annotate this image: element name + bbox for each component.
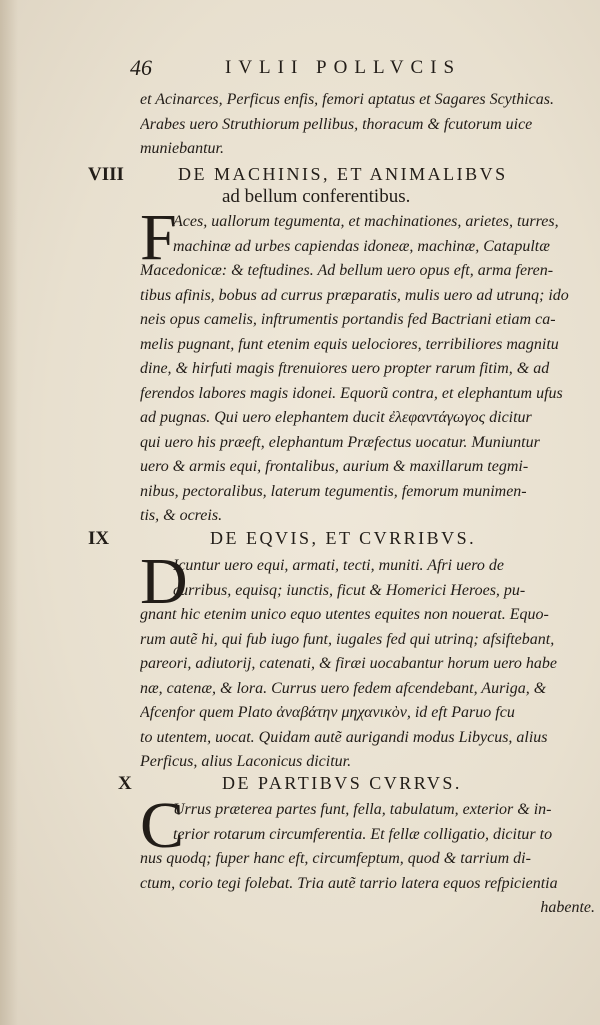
drop-cap-D: D: [140, 545, 188, 618]
text-line: et Acinarces, Perficus enfis, femori aptatus et Sagares Scythicas.: [140, 91, 554, 108]
text-line: ad pugnas. Qui uero elephantem ducit ἐλεφαντάγωγος dicitur: [140, 409, 532, 426]
text-line: rum autẽ hi, qui fub iugo funt, iugales fed qui utrinq; afsiftebant,: [140, 630, 555, 648]
text-line: Arabes uero Struthiorum pellibus, thoracum & fcutorum uice: [140, 115, 533, 133]
text-line: muniebantur.: [140, 140, 224, 157]
text-line: neis opus camelis, inftrumentis portandis fed Bactriani etiam ca-: [140, 311, 556, 328]
text-line: tis, & ocreis.: [140, 507, 223, 524]
text-line: machinæ ad urbes capiendas idoneæ, machinæ, Catapultæ: [173, 237, 550, 255]
text-line: Aces, uallorum tegumenta, et machinationes, arietes, turres,: [173, 213, 559, 230]
section-marker-10: X: [118, 773, 132, 794]
text-line: qui uero his præeft, elephantum Præfectus uocatur. Muniuntur: [140, 433, 540, 451]
text-line: habente.: [540, 899, 595, 916]
running-head: IVLII POLLVCIS: [225, 57, 462, 78]
text-line: gnant hic etenim unico equo utentes equites non nouerat. Equo-: [140, 606, 549, 623]
section-heading-10: DE PARTIBVS CVRRVS.: [222, 773, 462, 793]
text-line: ferendos labores magis idonei. Equorũ contra, et elephantum ufus: [140, 384, 563, 402]
drop-cap-F: F: [140, 201, 177, 274]
intro-paragraph: [140, 88, 595, 162]
text-line: Urrus præterea partes funt, fella, tabulatum, exterior & in-: [173, 801, 552, 818]
text-line: dine, & hirfuti magis ftrenuiores uero propter rarum fitim, & ad: [140, 360, 550, 377]
text-line: Icuntur uero equi, armati, tecti, muniti. Afri uero de: [173, 557, 504, 574]
text-line: næ, catenæ, & lora. Currus uero fedem afcendebant, Auriga, &: [140, 679, 547, 697]
section-heading-9: DE EQVIS, ET CVRRIBVS.: [210, 528, 477, 548]
text-line: Macedonicæ: & teftudines. Ad bellum uero opus eft, arma feren-: [140, 262, 554, 279]
text-line: uero & armis equi, frontalibus, aurium & maxillarum tegmi-: [140, 458, 529, 475]
page-number: 46: [130, 55, 152, 80]
drop-cap-C: C: [140, 789, 185, 862]
text-line: nibus, pectoralibus, laterum tegumentis, femorum munimen-: [140, 482, 527, 500]
section-marker-9: IX: [88, 528, 110, 549]
text-line: pareori, adiutorij, catenati, & firæi uocabantur horum uero habe: [140, 655, 558, 672]
text-line: melis pugnant, funt etenim equis uelociores, terribiliores magnitu: [140, 335, 559, 353]
section-marker-8: VIII: [88, 164, 124, 185]
text-line: tibus afinis, bobus ad currus præparatis, mulis uero ad utrunq; ido: [140, 286, 569, 304]
section-9-paragraph: [140, 545, 595, 775]
text-line: nus quodq; fuper hanc eft, circumfeptum, quod & tarrium di-: [140, 850, 531, 867]
page-header: [130, 55, 510, 85]
page-fold-shadow: [0, 0, 18, 1025]
text-line: ctum, corio tegi folebat. Tria autẽ tarrio latera equos refpicientia: [140, 874, 558, 892]
section-heading-8: DE MACHINIS, ET ANIMALIBVS: [178, 164, 508, 184]
text-line: Afcenfor quem Plato ἀναβάτην μηχανικὸν, id eft Paruo fcu: [140, 704, 515, 721]
text-line: to utentem, uocat. Quidam autẽ aurigandi modus Libycus, alius: [140, 728, 548, 746]
section-10-paragraph: [140, 789, 595, 921]
text-line: Perficus, alius Laconicus dicitur.: [140, 753, 352, 770]
section-8-paragraph: [140, 201, 595, 529]
section-subheading-8: ad bellum conferentibus.: [222, 186, 411, 207]
text-line: terior rotarum circumferentia. Et fellæ colligatio, dicitur to: [173, 825, 553, 843]
text-line: curribus, equisq; iunctis, ficut & Homerici Heroes, pu-: [173, 581, 526, 599]
